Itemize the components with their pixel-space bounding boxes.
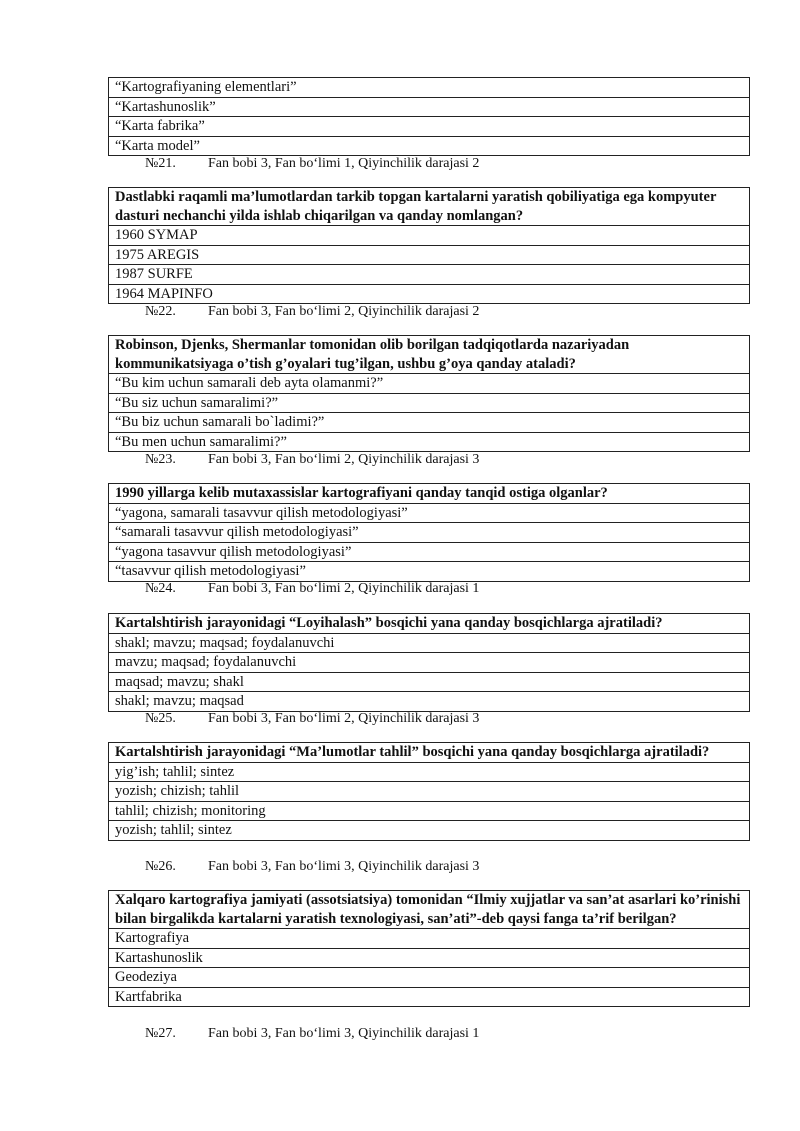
question-meta (145, 451, 479, 469)
answer-option: shakl; mavzu; maqsad (109, 692, 750, 712)
answer-option: shakl; mavzu; maqsad; foydalanuvchi (109, 633, 750, 653)
answer-option: “Bu men uchun samaralimi?” (109, 432, 750, 452)
answer-option: Kartashunoslik (109, 948, 750, 968)
question-text: Kartalshtirish jarayonidagi “Ma’lumotlar tahlil” bosqichi yana qanday bosqichlarga ajratiladi? (109, 743, 750, 763)
question-meta (145, 155, 479, 173)
question-number: №25. (145, 711, 176, 726)
question-table (108, 742, 750, 841)
question-table (108, 613, 750, 712)
question-block-22 (108, 187, 750, 304)
answer-option: “Bu siz uchun samaralimi?” (109, 393, 750, 413)
answer-option: “Karta fabrika” (109, 117, 750, 137)
question-meta-text: Fan bobi 3, Fan bo‘limi 3, Qiyinchilik darajasi 1 (208, 1026, 480, 1041)
answer-option: “Karta model” (109, 136, 750, 156)
question-meta (145, 303, 479, 321)
question-block-26 (108, 742, 750, 841)
question-meta (145, 858, 479, 876)
question-number: №27. (145, 1026, 176, 1041)
question-block-25 (108, 613, 750, 712)
question-meta-text: Fan bobi 3, Fan bo‘limi 1, Qiyinchilik darajasi 2 (208, 156, 480, 171)
answer-option: “yagona, samarali tasavvur qilish metodologiyasi” (109, 503, 750, 523)
answer-option: yozish; tahlil; sintez (109, 821, 750, 841)
question-text: Xalqaro kartografiya jamiyati (assotsiatsiya) tomonidan “Ilmiy xujjatlar va san’at asarlari ko’rinishi bilan birgalikda kartalarni yaratish texnologiyasi, san’ati”-deb qaysi fanga ta’rif berilgan? (109, 891, 750, 929)
question-number: №24. (145, 581, 176, 596)
answer-option: 1975 AREGIS (109, 245, 750, 265)
question-table (108, 77, 750, 156)
answer-option: 1964 MAPINFO (109, 284, 750, 304)
answer-option: “Kartashunoslik” (109, 97, 750, 117)
question-table (108, 187, 750, 304)
question-meta-text: Fan bobi 3, Fan bo‘limi 2, Qiyinchilik darajasi 1 (208, 581, 480, 596)
question-text: Kartalshtirish jarayonidagi “Loyihalash” bosqichi yana qanday bosqichlarga ajratiladi? (109, 614, 750, 634)
question-table (108, 890, 750, 1007)
answer-option: tahlil; chizish; monitoring (109, 801, 750, 821)
answer-option: Kartfabrika (109, 987, 750, 1007)
question-text: Dastlabki raqamli ma’lumotlardan tarkib topgan kartalarni yaratish qobiliyatiga ega kompyuter dasturi nechanchi yilda ishlab chiqarilgan va qanday nomlangan? (109, 188, 750, 226)
question-number: №23. (145, 452, 176, 467)
question-text: 1990 yillarga kelib mutaxassislar kartografiyani qanday tanqid ostiga olganlar? (109, 484, 750, 504)
answer-option: 1987 SURFE (109, 265, 750, 285)
answer-option: Kartografiya (109, 929, 750, 949)
question-block-20 (108, 77, 750, 156)
question-meta (145, 1025, 479, 1043)
question-number: №26. (145, 859, 176, 874)
question-meta-text: Fan bobi 3, Fan bo‘limi 2, Qiyinchilik darajasi 2 (208, 304, 480, 319)
question-meta (145, 710, 479, 728)
question-number: №21. (145, 156, 176, 171)
answer-option: “Kartografiyaning elementlari” (109, 78, 750, 98)
answer-option: yozish; chizish; tahlil (109, 782, 750, 802)
answer-option: yig’ish; tahlil; sintez (109, 762, 750, 782)
answer-option: mavzu; maqsad; foydalanuvchi (109, 653, 750, 673)
answer-option: 1960 SYMAP (109, 226, 750, 246)
question-meta-text: Fan bobi 3, Fan bo‘limi 2, Qiyinchilik darajasi 3 (208, 452, 480, 467)
question-block-27 (108, 890, 750, 1007)
question-table (108, 483, 750, 582)
answer-option: “yagona tasavvur qilish metodologiyasi” (109, 542, 750, 562)
question-number: №22. (145, 304, 176, 319)
question-text: Robinson, Djenks, Shermanlar tomonidan olib borilgan tadqiqotlarda nazariyadan kommunikatsiyaga o’tish g’oyalari tug’ilgan, ushbu g’oya qanday ataladi? (109, 336, 750, 374)
question-meta-text: Fan bobi 3, Fan bo‘limi 3, Qiyinchilik darajasi 3 (208, 859, 480, 874)
question-meta (145, 580, 479, 598)
question-block-24 (108, 483, 750, 582)
question-block-23 (108, 335, 750, 452)
answer-option: “samarali tasavvur qilish metodologiyasi” (109, 523, 750, 543)
answer-option: “tasavvur qilish metodologiyasi” (109, 562, 750, 582)
answer-option: “Bu biz uchun samarali bo`ladimi?” (109, 413, 750, 433)
answer-option: Geodeziya (109, 968, 750, 988)
question-table (108, 335, 750, 452)
question-meta-text: Fan bobi 3, Fan bo‘limi 2, Qiyinchilik darajasi 3 (208, 711, 480, 726)
answer-option: maqsad; mavzu; shakl (109, 672, 750, 692)
answer-option: “Bu kim uchun samarali deb ayta olamanmi?” (109, 374, 750, 394)
